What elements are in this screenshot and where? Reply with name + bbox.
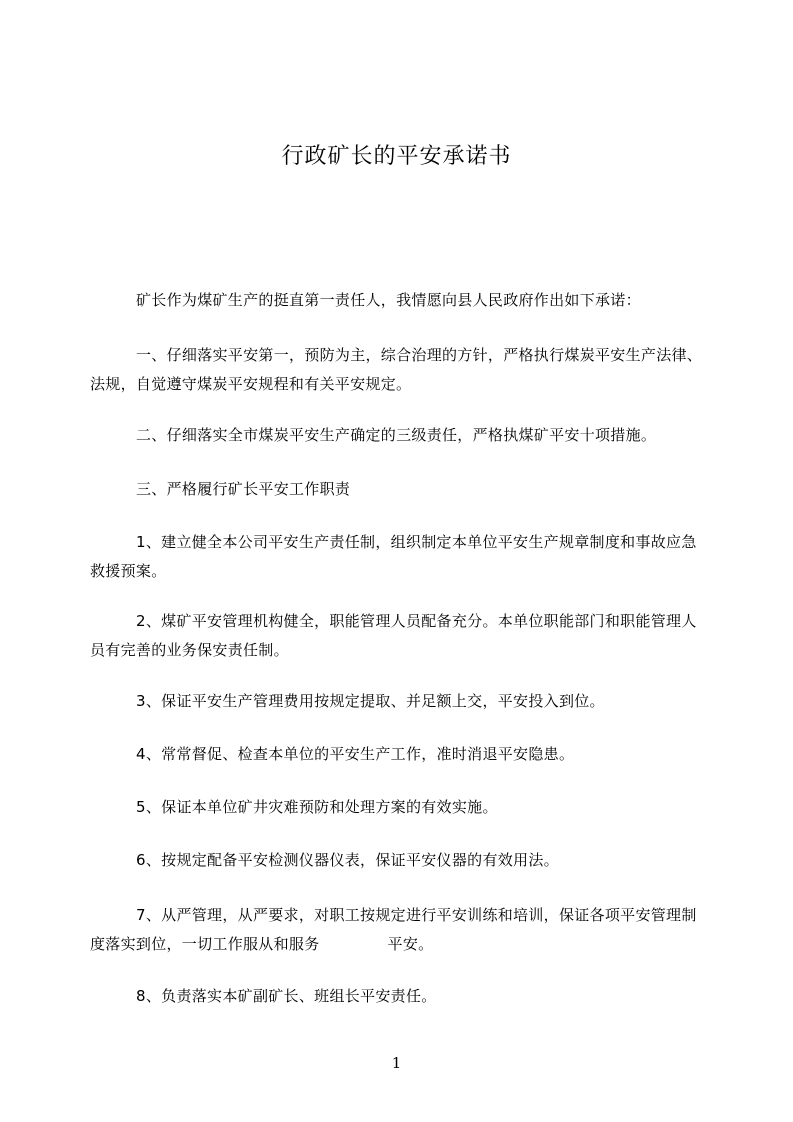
duty-item-3: 3、保证平安生产管理费用按规定提取、并足额上交，平安投入到位。 bbox=[136, 692, 605, 710]
duty-item-1: 1、建立健全本公司平安生产责任制，组织制定本单位平安生产规章制度和事故应急救援预案。 bbox=[90, 533, 697, 580]
intro-paragraph: 矿长作为煤矿生产的挺直第一责任人，我情愿向县人民政府作出如下承诺： bbox=[136, 291, 641, 309]
duty-item-7-text: 7、从严管理，从严要求，对职工按规定进行平安训练和培训，保证各项平安管理制度落实到位，一切工作服从和服务 bbox=[90, 906, 697, 953]
duty-item-8: 8、负责落实本矿副矿长、班组长平安责任。 bbox=[136, 987, 437, 1005]
commitment-item-3: 三、严格履行矿长平安工作职责 bbox=[136, 480, 351, 498]
duty-item-7 bbox=[90, 901, 710, 959]
duty-item-2: 2、煤矿平安管理机构健全，职能管理人员配备充分。本单位职能部门和职能管理人员有完善的业务保安责任制。 bbox=[90, 612, 697, 659]
duty-item-4: 4、常常督促、检查本单位的平安生产工作，准时消退平安隐患。 bbox=[136, 745, 575, 763]
duty-item-7-end: 平安。 bbox=[387, 935, 434, 953]
page-number: 1 bbox=[391, 1054, 402, 1072]
commitment-item-1: 一、仔细落实平安第一，预防为主，综合治理的方针，严格执行煤炭平安生产法律、法规，自觉遵守煤炭平安规程和有关平安规定。 bbox=[90, 346, 703, 393]
duty-item-5: 5、保证本单位矿井灾难预防和处理方案的有效实施。 bbox=[136, 798, 498, 816]
duty-item-6: 6、按规定配备平安检测仪器仪表，保证平安仪器的有效用法。 bbox=[136, 851, 559, 869]
document-title: 行政矿长的平安承诺书 bbox=[281, 144, 512, 169]
commitment-item-2: 二、仔细落实全市煤炭平安生产确定的三级责任，严格执煤矿平安十项措施。 bbox=[136, 426, 657, 444]
